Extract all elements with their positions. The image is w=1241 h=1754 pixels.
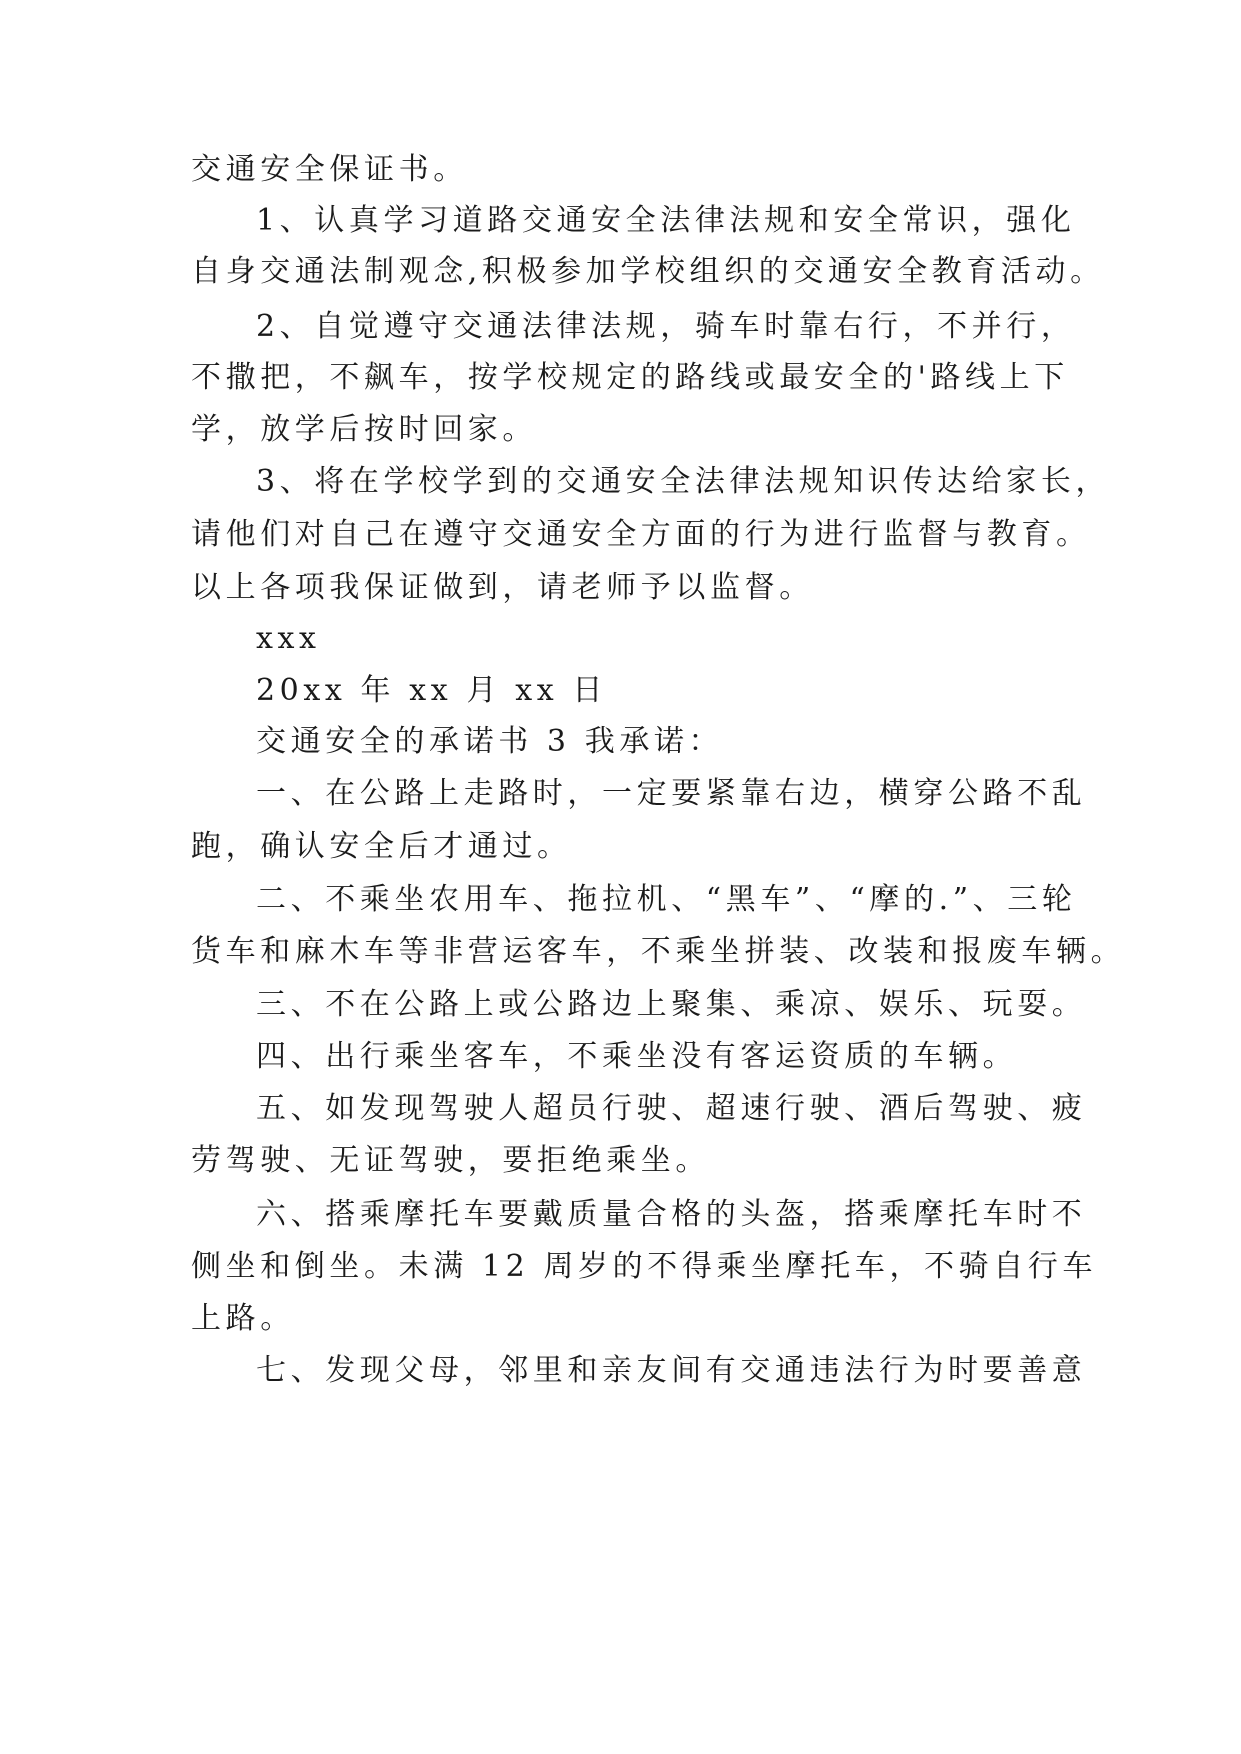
text-line: 不撒把，不飙车，按学校规定的路线或最安全的'路线上下 <box>191 360 1069 395</box>
text-line: 三、不在公路上或公路边上聚集、乘凉、娱乐、玩耍。 <box>256 987 1087 1022</box>
text-line: xxx <box>256 621 321 656</box>
text-line: 学，放学后按时回家。 <box>191 412 537 447</box>
text-line: 七、发现父母，邻里和亲友间有交通违法行为时要善意 <box>256 1353 1087 1388</box>
text-line: 四、出行乘坐客车，不乘坐没有客运资质的车辆。 <box>256 1039 1018 1074</box>
text-line: 20xx 年 xx 月 xx 日 <box>256 673 607 708</box>
text-line: 五、如发现驾驶人超员行驶、超速行驶、酒后驾驶、疲 <box>256 1091 1087 1126</box>
text-line: 请他们对自己在遵守交通安全方面的行为进行监督与教育。 <box>191 517 1091 552</box>
text-line: 侧坐和倒坐。未满 12 周岁的不得乘坐摩托车，不骑自行车 <box>191 1249 1098 1284</box>
text-line: 一、在公路上走路时，一定要紧靠右边，横穿公路不乱 <box>256 776 1087 811</box>
text-line: 六、搭乘摩托车要戴质量合格的头盔，搭乘摩托车时不 <box>256 1197 1087 1232</box>
text-line: 2、自觉遵守交通法律法规，骑车时靠右行，不并行， <box>256 309 1076 344</box>
text-line: 1、认真学习道路交通安全法律法规和安全常识，强化 <box>256 203 1076 238</box>
text-line: 二、不乘坐农用车、拖拉机、“黑车”、“摩的.”、三轮 <box>256 882 1077 917</box>
text-line: 交通安全的承诺书 3 我承诺： <box>256 724 724 759</box>
text-line: 货车和麻木车等非营运客车，不乘坐拼装、改装和报废车辆。 <box>191 934 1126 969</box>
text-line: 3、将在学校学到的交通安全法律法规知识传达给家长， <box>256 464 1111 499</box>
text-line: 上路。 <box>191 1301 295 1336</box>
text-line: 劳驾驶、无证驾驶，要拒绝乘坐。 <box>191 1143 710 1178</box>
text-line: 自身交通法制观念,积极参加学校组织的交通安全教育活动。 <box>191 254 1105 289</box>
text-line: 以上各项我保证做到，请老师予以监督。 <box>191 570 814 605</box>
text-line: 跑，确认安全后才通过。 <box>191 829 572 864</box>
text-line: 交通安全保证书。 <box>191 152 468 187</box>
